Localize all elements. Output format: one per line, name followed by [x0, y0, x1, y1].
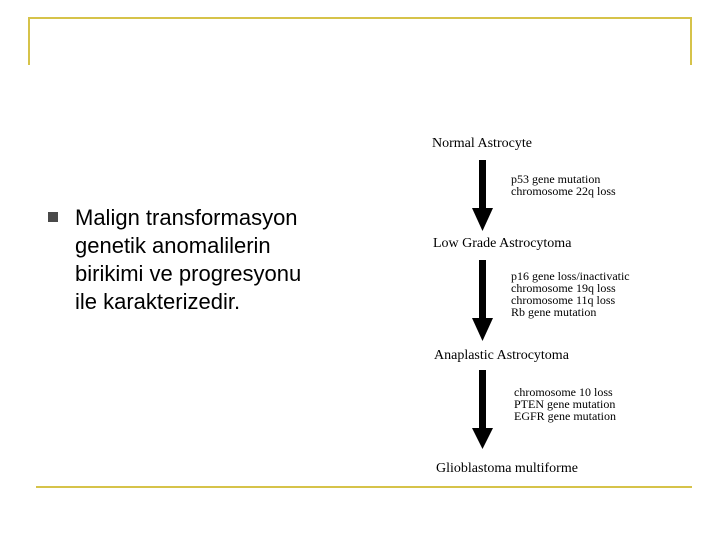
stage-anaplastic-astrocytoma: Anaplastic Astrocytoma	[434, 348, 569, 363]
transition-note-2: p16 gene loss/inactivatic chromosome 19q loss chromosome 11q loss Rb gene mutation	[511, 269, 630, 319]
arrow-2	[472, 260, 493, 341]
transition-note-1: p53 gene mutation chromosome 22q loss	[511, 172, 616, 198]
transition-note-3: chromosome 10 loss PTEN gene mutation EGFR gene mutation	[514, 385, 616, 423]
stage-glioblastoma-multiforme: Glioblastoma multiforme	[436, 461, 578, 476]
bullet-text: Malign transformasyon genetik anomalilerin birikimi ve progresyonu ile karakterizedir.	[75, 205, 302, 314]
arrow-1	[472, 160, 493, 231]
stage-normal-astrocyte: Normal Astrocyte	[432, 136, 532, 151]
arrow-3	[472, 370, 493, 449]
stage-low-grade-astrocytoma: Low Grade Astrocytoma	[433, 236, 572, 251]
